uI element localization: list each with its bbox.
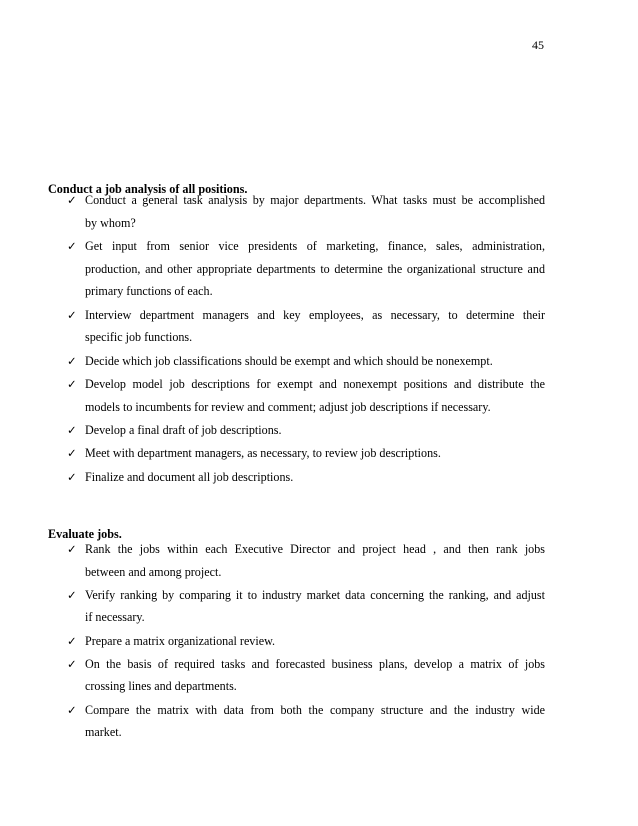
check-icon: ✓: [67, 422, 77, 437]
check-icon: ✓: [67, 633, 77, 648]
item-line: Get input from senior vice presidents of marketing, finance, sales, administration,: [85, 238, 545, 253]
check-icon: ✓: [67, 193, 77, 207]
check-icon: ✓: [67, 446, 77, 461]
section-heading: Evaluate jobs.: [48, 527, 122, 541]
item-line: models to incumbents for review and comment; adjust job descriptions if necessary.: [85, 399, 491, 414]
page-number: 45: [532, 38, 544, 52]
section-heading: Conduct a job analysis of all positions.: [48, 182, 248, 196]
item-line: Interview department managers and key employees, as necessary, to determine their: [85, 307, 545, 322]
item-line: by whom?: [85, 215, 136, 230]
list-item: [67, 466, 545, 489]
check-icon: ✓: [67, 376, 77, 391]
check-icon: ✓: [67, 587, 77, 602]
item-line: primary functions of each.: [85, 284, 213, 299]
list-item: [67, 189, 545, 234]
item-line: Decide which job classifications should be exempt and which should be nonexempt.: [85, 353, 493, 368]
list-item: [67, 630, 545, 653]
check-icon: ✓: [67, 307, 77, 322]
item-line: Verify ranking by comparing it to industry market data concerning the ranking, and adjust: [85, 587, 545, 602]
check-icon: ✓: [67, 238, 77, 253]
item-line: Develop a final draft of job descriptions.: [85, 422, 282, 437]
item-line: production, and other appropriate departments to determine the organizational structure and: [85, 261, 545, 276]
item-line: between and among project.: [85, 564, 222, 579]
list-item: [67, 373, 545, 418]
checklist: [67, 538, 545, 744]
list-item: [67, 350, 545, 373]
item-line: Meet with department managers, as necessary, to review job descriptions.: [85, 446, 441, 461]
list-item: [67, 442, 545, 465]
item-line: On the basis of required tasks and forecasted business plans, develop a matrix of jobs: [85, 656, 545, 671]
item-line: Conduct a general task analysis by major departments. What tasks must be accomplished: [85, 193, 545, 207]
check-icon: ✓: [67, 469, 77, 484]
check-icon: ✓: [67, 702, 77, 717]
list-item: [67, 653, 545, 698]
item-line: Compare the matrix with data from both the company structure and the industry wide: [85, 702, 545, 717]
item-line: if necessary.: [85, 610, 145, 625]
item-line: Rank the jobs within each Executive Director and project head , and then rank jobs: [85, 542, 545, 556]
check-icon: ✓: [67, 353, 77, 368]
check-icon: ✓: [67, 542, 77, 556]
list-item: [67, 304, 545, 349]
list-item: [67, 584, 545, 629]
item-line: Finalize and document all job descriptions.: [85, 469, 294, 484]
item-line: Develop model job descriptions for exempt and nonexempt positions and distribute the: [85, 376, 545, 391]
list-item: [67, 235, 545, 303]
checklist: [67, 189, 545, 489]
list-item: [67, 699, 545, 744]
item-line: specific job functions.: [85, 330, 193, 345]
list-item: [67, 419, 545, 442]
item-line: crossing lines and departments.: [85, 679, 237, 694]
item-line: Prepare a matrix organizational review.: [85, 633, 276, 648]
item-line: market.: [85, 725, 122, 740]
check-icon: ✓: [67, 656, 77, 671]
list-item: [67, 538, 545, 583]
